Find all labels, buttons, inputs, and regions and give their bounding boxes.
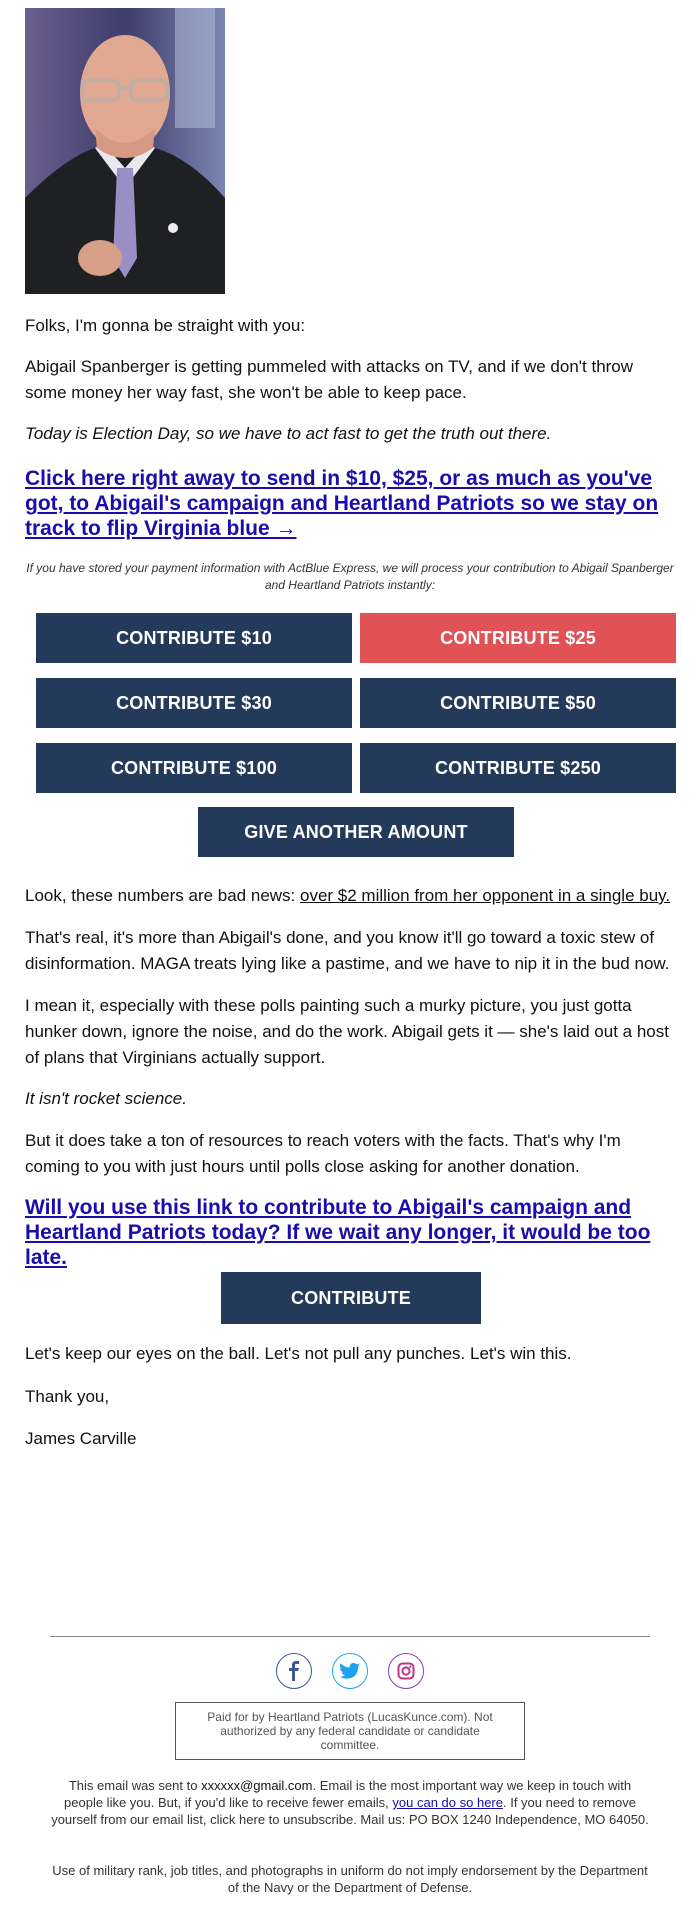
portrait-photo (25, 8, 225, 294)
facebook-icon[interactable] (276, 1653, 312, 1689)
paid-for-disclaimer-box (175, 1702, 525, 1760)
instagram-icon[interactable] (388, 1653, 424, 1689)
sent-to-lead: This email was sent to (68, 1778, 202, 1793)
contribute-button[interactable]: CONTRIBUTE (221, 1272, 481, 1324)
footer-divider (50, 1636, 650, 1637)
paid-for-text: Paid for by Heartland Patriots (LucasKunce.com). Not authorized by any federal candidate or candidate committee. (207, 1710, 493, 1752)
twitter-icon[interactable] (332, 1653, 368, 1689)
bad-news-paragraph (25, 883, 675, 909)
sent-to-mid: . Email is the most important way we keep in touch with people like you. But, if you'd like to receive fewer emails, (64, 1778, 632, 1810)
greeting-paragraph: Folks, I'm gonna be straight with you: (25, 316, 306, 335)
contribute-25-button[interactable]: CONTRIBUTE $25 (360, 613, 676, 663)
twitter-glyph-icon (340, 1663, 360, 1679)
contribute-100-button[interactable]: CONTRIBUTE $100 (36, 743, 352, 793)
facebook-glyph-icon (287, 1661, 301, 1681)
bad-news-lead: Look, these numbers are bad news: (25, 886, 300, 905)
signature: James Carville (25, 1429, 137, 1448)
contribute-30-button[interactable]: CONTRIBUTE $30 (36, 678, 352, 728)
sent-to-tail: . If you need to remove yourself from our email list, click here to unsubscribe. Mail us: PO BOX 1240 Independence, MO 64050. (51, 1795, 649, 1827)
election-day-paragraph: Today is Election Day, so we have to act fast to get the truth out there. (25, 424, 552, 443)
donate-link-secondary[interactable]: Will you use this link to contribute to Abigail's campaign and Heartland Patriots today? If we wait any longer, it would be too late. (25, 1196, 651, 1269)
email-notice (50, 1777, 650, 1828)
fewer-emails-link[interactable]: you can do so here (392, 1795, 503, 1810)
attack-paragraph: Abigail Spanberger is getting pummeled with attacks on TV, and if we don't throw some money her way fast, she won't be able to keep pace. (25, 357, 634, 402)
polls-paragraph: I mean it, especially with these polls painting such a murky picture, you just gotta hunker down, ignore the noise, and do the work. Abigail gets it — she's laid out a host of plans that Virginians actually support. (25, 996, 669, 1067)
contribute-50-button[interactable]: CONTRIBUTE $50 (360, 678, 676, 728)
resources-paragraph: But it does take a ton of resources to reach voters with the facts. That's why I'm coming to you with just hours until polls close asking for another donation. (25, 1131, 621, 1176)
recipient-email: xxxxxx@gmail.com (201, 1778, 313, 1793)
contribute-250-button[interactable]: CONTRIBUTE $250 (360, 743, 676, 793)
signoff: Thank you, (25, 1387, 110, 1406)
rocket-science-paragraph: It isn't rocket science. (25, 1089, 187, 1108)
actblue-express-note: If you have stored your payment information with ActBlue Express, we will process your contribution to Abigail Spanberger and Heartland Patriots instantly: (26, 561, 674, 592)
military-disclaimer: Use of military rank, job titles, and photographs in uniform do not imply endorsement by the Department of the Navy or the Department of Defense. (52, 1863, 648, 1895)
disinformation-paragraph: That's real, it's more than Abigail's done, and you know it'll go toward a toxic stew of disinformation. MAGA treats lying like a pastime, and we have to nip it in the bud now. (25, 928, 670, 973)
opponent-buy-link[interactable]: over $2 million from her opponent in a single buy. (300, 886, 671, 905)
keep-eyes-paragraph: Let's keep our eyes on the ball. Let's not pull any punches. Let's win this. (25, 1344, 572, 1363)
instagram-glyph-icon (397, 1662, 415, 1680)
give-another-amount-button[interactable]: GIVE ANOTHER AMOUNT (198, 807, 514, 857)
contribute-10-button[interactable]: CONTRIBUTE $10 (36, 613, 352, 663)
donate-link-primary[interactable]: Click here right away to send in $10, $25, or as much as you've got, to Abigail's campaign and Heartland Patriots so we stay on track to flip Virginia blue → (25, 467, 659, 540)
portrait-photo-icon (25, 8, 225, 294)
